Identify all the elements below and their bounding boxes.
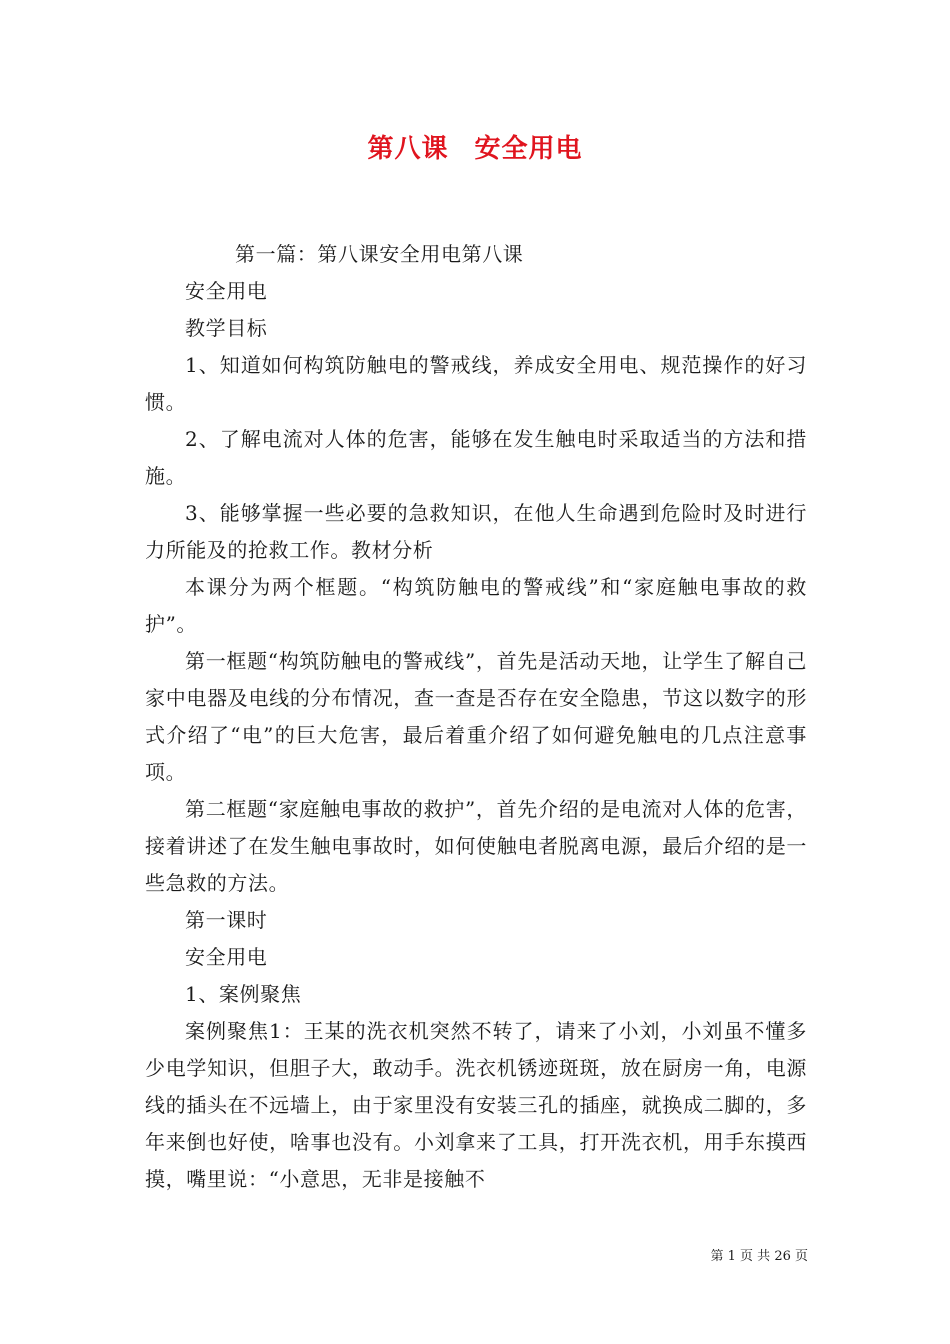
- paragraph-lesson-topic: 安全用电: [185, 945, 268, 969]
- paragraph-lesson-period: 第一课时: [185, 908, 268, 932]
- paragraph-section-2: 第二框题“家庭触电事故的救护”，首先介绍的是电流对人体的危害，接着讲述了在发生触电事故时，如何使触电者脱离电源，最后介绍的是一些急救的方法。: [145, 797, 807, 895]
- paragraph-case-heading: 1、案例聚焦: [185, 982, 302, 1006]
- paragraph-subtitle: 安全用电: [185, 279, 268, 303]
- paragraph-objective-2: 2、了解电流对人体的危害，能够在发生触电时采取适当的方法和措施。: [145, 427, 807, 488]
- title-lesson-number: 第八课: [367, 134, 449, 164]
- paragraph-section-1: 第一框题“构筑防触电的警戒线”，首先是活动天地，让学生了解自己家中电器及电线的分布情况，查一查是否存在安全隐患，节这以数字的形式介绍了“电”的巨大危害，最后着重介绍了如何避免触电的几点注意事项。: [145, 649, 807, 784]
- paragraph-objective-1: 1、知道如何构筑防触电的警戒线，养成安全用电、规范操作的好习惯。: [145, 353, 807, 414]
- document-body: [145, 236, 807, 1198]
- paragraph-objective-3: 3、能够掌握一些必要的急救知识，在他人生命遇到危险时及时进行力所能及的抢救工作。教材分析: [145, 501, 807, 562]
- paragraph-case-1: 案例聚焦1：王某的洗衣机突然不转了，请来了小刘，小刘虽不懂多少电学知识，但胆子大，敢动手。洗衣机锈迹斑斑，放在厨房一角，电源线的插头在不远墙上，由于家里没有安装三孔的插座，就换成二脚的，多年来倒也好使，啥事也没有。小刘拿来了工具，打开洗衣机，用手东摸西摸，嘴里说：“小意思，无非是接触不: [145, 1019, 807, 1191]
- page-number: 第 1 页 共 26 页: [710, 1249, 808, 1264]
- title-lesson-name: 安全用电: [474, 134, 583, 164]
- paragraph-analysis: 本课分为两个框题。“构筑防触电的警戒线”和“家庭触电事故的救护”。: [145, 575, 807, 636]
- page-title: [0, 131, 950, 167]
- paragraph-objectives-heading: 教学目标: [185, 316, 268, 340]
- paragraph-heading: 第一篇：第八课安全用电第八课: [235, 242, 524, 266]
